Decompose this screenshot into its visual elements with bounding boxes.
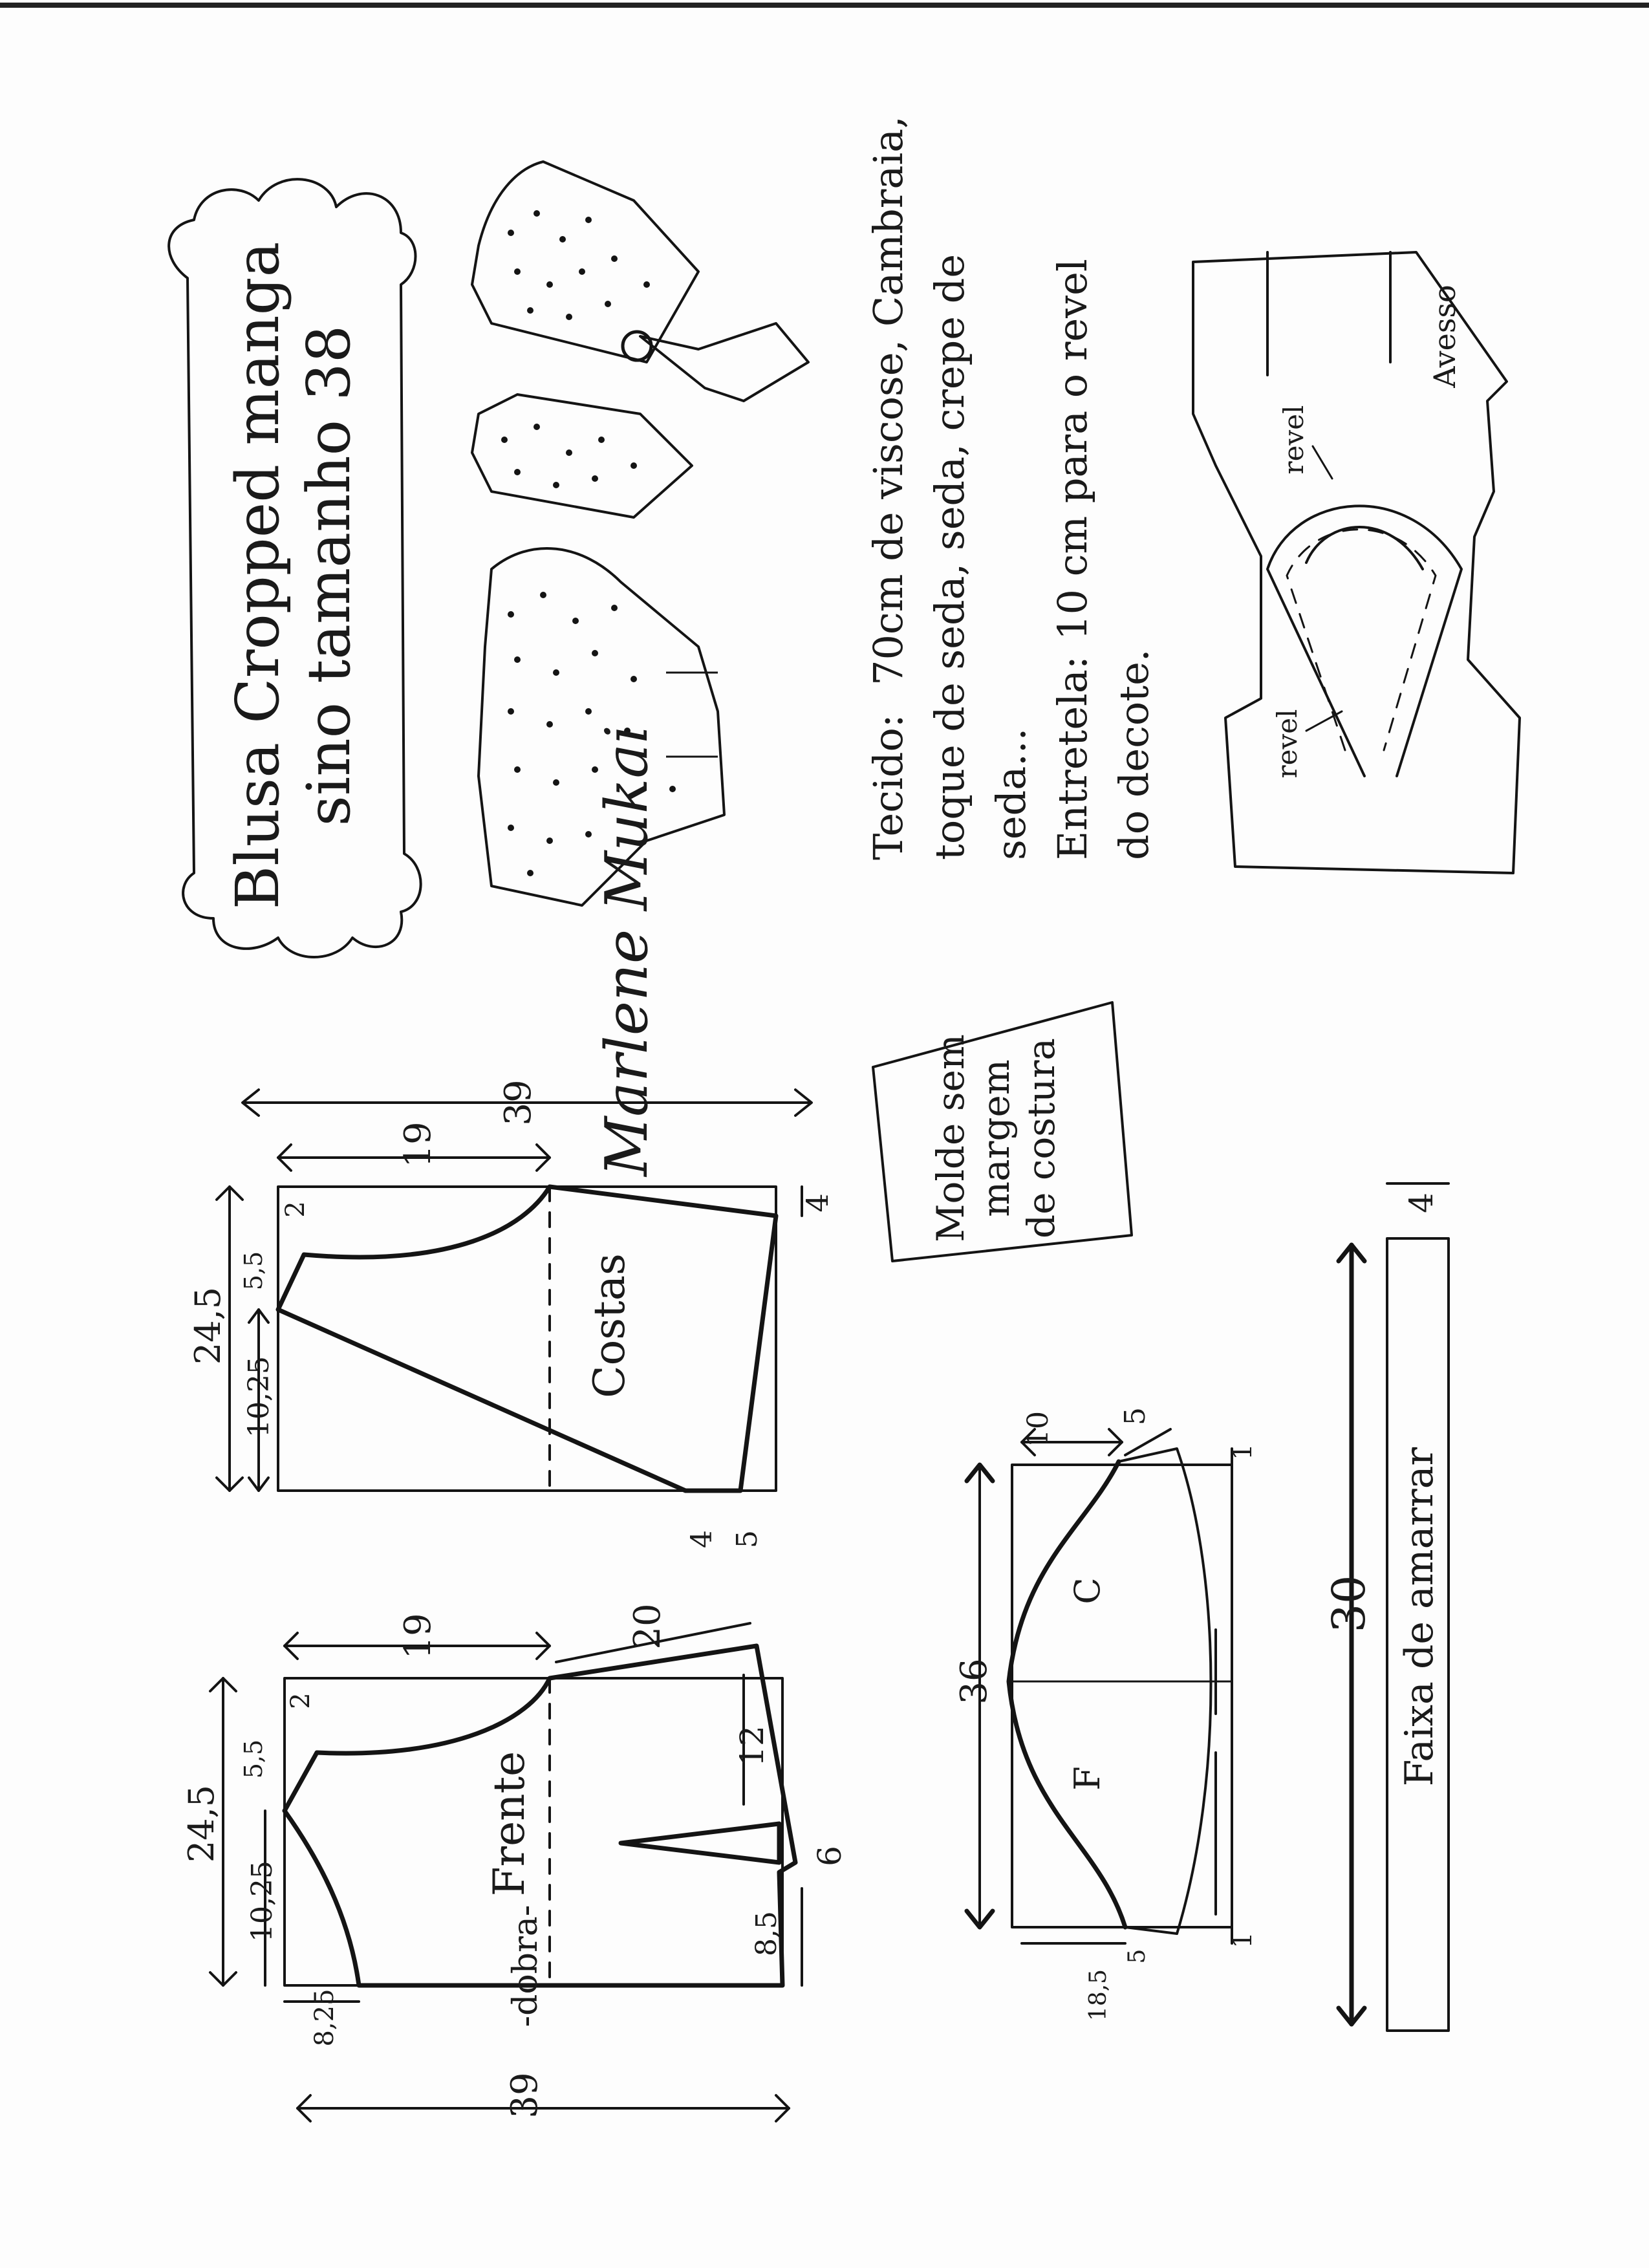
sleeve-dim-top-right: 5 — [1119, 1407, 1152, 1425]
sleeve-label-back: C — [1067, 1577, 1108, 1604]
back-dim-total-height: 24,5 — [188, 1286, 228, 1365]
back-dim-bottom-right: 5 — [731, 1530, 764, 1548]
tecido-line2: toque de seda, seda, crepe de — [926, 254, 973, 860]
avesso-label: Avesso — [1427, 285, 1462, 388]
front-dim-bottom-left: 8,25 — [310, 1989, 339, 2047]
front-name: Frente — [484, 1751, 534, 1897]
sleeve-cap-curve — [1009, 1462, 1125, 1927]
front-dim-side-bottom: 8,5 — [750, 1911, 783, 1956]
tie-band-width: 4 — [1403, 1193, 1440, 1213]
revel-label-bottom: revel — [1271, 709, 1303, 779]
note-line1: Molde sem — [929, 1034, 973, 1242]
front-dim-top-right: 20 — [627, 1603, 669, 1650]
tecido-line1: 70cm de viscose, Cambraia, — [865, 116, 912, 686]
note-line3: de costura — [1019, 1037, 1063, 1239]
sleeve-dim-right-top: 1 — [1228, 1443, 1258, 1460]
title-line2: sino tamanho 38 — [294, 325, 363, 826]
sleeve-pattern — [1009, 1449, 1232, 1934]
front-dim-shoulder: 19 — [397, 1613, 439, 1659]
back-outline — [278, 1187, 776, 1491]
front-dim-shoulder-drop: 5,5 — [239, 1739, 268, 1779]
front-dart — [621, 1824, 779, 1863]
sleeve-label-front: F — [1067, 1766, 1108, 1791]
front-fold: -dobra- — [506, 1905, 545, 2027]
note-line2: margem — [974, 1059, 1018, 1217]
sleeve-dim-bottom-small: 1 — [1228, 1932, 1258, 1949]
tecido-line3: seda... — [987, 728, 1035, 860]
front-dim-dart-length: 12 — [733, 1725, 771, 1767]
sleeve-dim-top-left: 10 — [1022, 1411, 1055, 1447]
back-dim-shoulder: 19 — [397, 1121, 439, 1168]
back-dim-bottom-left: 4 — [685, 1530, 718, 1548]
front-dim-dart-width: 6 — [811, 1846, 848, 1866]
back-dimensions — [217, 1090, 812, 1491]
sleeve-dim-bottom-left: 18,5 — [1085, 1969, 1112, 2022]
facing-sketch — [1193, 252, 1520, 873]
entretela-line1: 10 cm para o revel — [1049, 259, 1096, 640]
front-dim-total-width: 39 — [504, 2072, 546, 2119]
back-dim-total-width: 39 — [497, 1079, 539, 1126]
title-line1: Blusa Cropped manga — [223, 241, 292, 910]
revel-label-top: revel — [1278, 405, 1310, 475]
back-dim-lower-height: 10,25 — [242, 1356, 275, 1438]
entretela-line2: do decote. — [1110, 649, 1158, 860]
sleeve-dim-bottom-right: 5 — [1124, 1949, 1150, 1964]
front-dim-neck-drop: 2 — [286, 1692, 316, 1709]
signature: Marlene Mukai — [593, 725, 661, 1176]
sleeve-dim-height: 36 — [953, 1658, 995, 1705]
tecido-label: Tecido: — [865, 714, 912, 860]
tie-band-label: Faixa de amarrar — [1397, 1447, 1442, 1787]
front-dim-lower-height: 10,25 — [246, 1861, 279, 1942]
back-dim-shoulder-drop: 5,5 — [239, 1251, 268, 1291]
back-dim-neck-drop: 2 — [281, 1201, 310, 1218]
back-name: Costas — [585, 1253, 634, 1398]
entretela-label: Entretela: — [1049, 656, 1096, 860]
back-pattern — [278, 1187, 776, 1491]
back-dim-side-top: 4 — [800, 1193, 835, 1213]
back-frame — [278, 1187, 776, 1491]
front-dim-total-height: 24,5 — [181, 1784, 222, 1863]
tie-band-length: 30 — [1322, 1575, 1375, 1633]
sleeve-hem-curve — [1119, 1449, 1211, 1934]
